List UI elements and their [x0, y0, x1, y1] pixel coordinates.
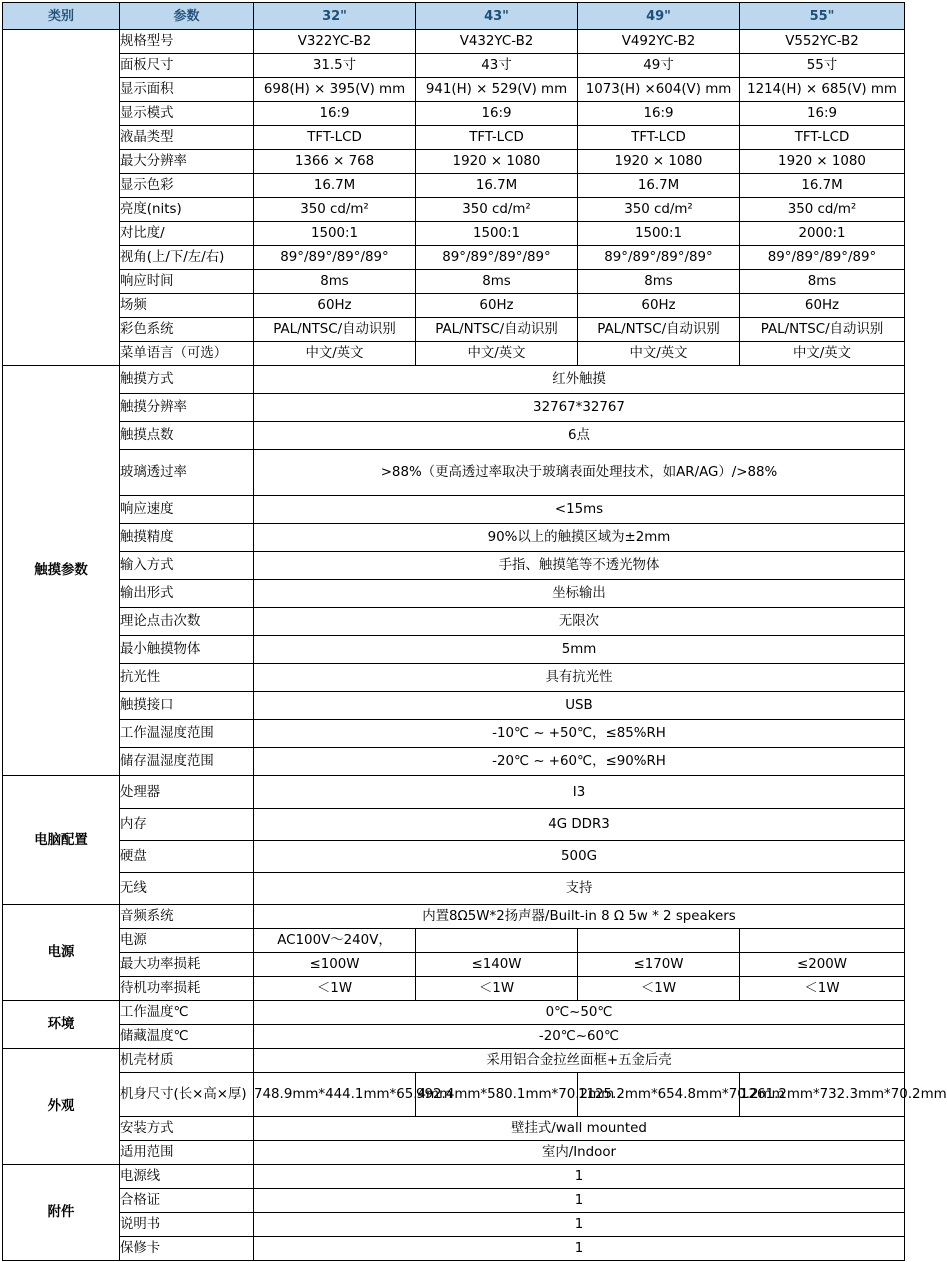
row-label: 储存温湿度范围: [120, 748, 254, 776]
cell-value: TFT-LCD: [578, 126, 740, 150]
cell-value: 8ms: [740, 270, 905, 294]
table-row: [3, 692, 905, 720]
cell-value: 8ms: [578, 270, 740, 294]
cell-value: 89°/89°/89°/89°: [578, 246, 740, 270]
cell-value: 1: [254, 1237, 905, 1261]
cell-value: TFT-LCD: [416, 126, 578, 150]
cell-value: I3: [254, 776, 905, 809]
cell-value: TFT-LCD: [740, 126, 905, 150]
cell-value: 698(H) × 395(V) mm: [254, 78, 416, 102]
cell-value: 350 cd/m²: [416, 198, 578, 222]
table-row: [3, 636, 905, 664]
cell-value: <15ms: [254, 496, 905, 524]
cell-value: 手指、触摸笔等不透光物体: [254, 552, 905, 580]
cell-value: 1920 × 1080: [740, 150, 905, 174]
cell-value: V322YC-B2: [254, 30, 416, 54]
table-row: [3, 174, 905, 198]
row-label: 机壳材质: [120, 1049, 254, 1073]
table-row: [3, 366, 905, 394]
cell-value: 1: [254, 1189, 905, 1213]
row-label: 显示色彩: [120, 174, 254, 198]
table-row: [3, 1189, 905, 1213]
cell-value: 采用铝合金拉丝面框+五金后壳: [254, 1049, 905, 1073]
cell-value: 500G: [254, 841, 905, 873]
row-label: 理论点击次数: [120, 608, 254, 636]
table-row: [3, 748, 905, 776]
cell-value: V432YC-B2: [416, 30, 578, 54]
cell-value: ＜1W: [740, 977, 905, 1001]
row-label: 电源线: [120, 1165, 254, 1189]
cell-value: 8ms: [416, 270, 578, 294]
cell-value: 350 cd/m²: [578, 198, 740, 222]
cell-value: 8ms: [254, 270, 416, 294]
cell-value: 60Hz: [416, 294, 578, 318]
cell-value: PAL/NTSC/自动识别: [578, 318, 740, 342]
row-label: 触摸接口: [120, 692, 254, 720]
cell-value: ＜1W: [416, 977, 578, 1001]
cell-value: 60Hz: [578, 294, 740, 318]
table-row: [3, 198, 905, 222]
cell-value: 31.5寸: [254, 54, 416, 78]
cell-value: ≤140W: [416, 953, 578, 977]
table-row: [3, 342, 905, 366]
category-power: 电源: [3, 905, 120, 1001]
cell-value: 941(H) × 529(V) mm: [416, 78, 578, 102]
cell-value: USB: [254, 692, 905, 720]
row-label: 场频: [120, 294, 254, 318]
cell-value: 壁挂式/wall mounted: [254, 1117, 905, 1141]
cell-value: 1500:1: [254, 222, 416, 246]
table-row: [3, 809, 905, 841]
header-size-49: 49": [578, 3, 740, 30]
row-label: 显示面积: [120, 78, 254, 102]
row-label: 触摸点数: [120, 422, 254, 450]
row-label: 亮度(nits): [120, 198, 254, 222]
cell-value: -10℃ ~ +50℃，≤85%RH: [254, 720, 905, 748]
table-row: [3, 318, 905, 342]
table-row: [3, 1001, 905, 1025]
table-row: [3, 294, 905, 318]
cell-value: 16:9: [740, 102, 905, 126]
cell-value: 1125.2mm*654.8mm*70.2mm: [578, 1073, 740, 1117]
cell-value: 无限次: [254, 608, 905, 636]
row-label: 最小触摸物体: [120, 636, 254, 664]
cell-value: -20℃ ~ +60℃，≤90%RH: [254, 748, 905, 776]
cell-value: ≤100W: [254, 953, 416, 977]
cell-value: [578, 929, 740, 953]
cell-value: 43寸: [416, 54, 578, 78]
cell-value: 内置8Ω5W*2扬声器/Built-in 8 Ω 5w * 2 speakers: [254, 905, 905, 929]
table-row: [3, 841, 905, 873]
row-label: 响应时间: [120, 270, 254, 294]
cell-value: ≤170W: [578, 953, 740, 977]
header-size-32: 32": [254, 3, 416, 30]
row-label: 面板尺寸: [120, 54, 254, 78]
row-label: 响应速度: [120, 496, 254, 524]
table-row: [3, 905, 905, 929]
cell-value: PAL/NTSC/自动识别: [740, 318, 905, 342]
table-row: [3, 1117, 905, 1141]
table-row: [3, 1141, 905, 1165]
cell-value: PAL/NTSC/自动识别: [416, 318, 578, 342]
cell-value: PAL/NTSC/自动识别: [254, 318, 416, 342]
row-label: 处理器: [120, 776, 254, 809]
table-row: [3, 552, 905, 580]
cell-value: 16.7M: [578, 174, 740, 198]
cell-value: ≤200W: [740, 953, 905, 977]
table-row: [3, 1025, 905, 1049]
cell-value: 16.7M: [254, 174, 416, 198]
row-label: 对比度/: [120, 222, 254, 246]
row-label: 机身尺寸(长×高×厚): [120, 1073, 254, 1117]
cell-value: 中文/英文: [416, 342, 578, 366]
table-row: [3, 78, 905, 102]
cell-value: 具有抗光性: [254, 664, 905, 692]
cell-value: 992.4mm*580.1mm*70.2mm: [416, 1073, 578, 1117]
row-label: 适用范围: [120, 1141, 254, 1165]
table-row: [3, 664, 905, 692]
cell-value: 16.7M: [416, 174, 578, 198]
header-category: 类别: [3, 3, 120, 30]
cell-value: 49寸: [578, 54, 740, 78]
row-label: 玻璃透过率: [120, 450, 254, 496]
header-param: 参数: [120, 3, 254, 30]
table-row: [3, 720, 905, 748]
table-row: [3, 608, 905, 636]
cell-value: 2000:1: [740, 222, 905, 246]
cell-value: 60Hz: [254, 294, 416, 318]
category-display: [3, 30, 120, 366]
cell-value: 1214(H) × 685(V) mm: [740, 78, 905, 102]
cell-value: V492YC-B2: [578, 30, 740, 54]
cell-value: 支持: [254, 873, 905, 905]
cell-value: 16:9: [254, 102, 416, 126]
row-label: 输出形式: [120, 580, 254, 608]
cell-value: 1500:1: [578, 222, 740, 246]
table-row: [3, 54, 905, 78]
table-row: [3, 102, 905, 126]
cell-value: 60Hz: [740, 294, 905, 318]
cell-value: 89°/89°/89°/89°: [416, 246, 578, 270]
category-touch: 触摸参数: [3, 366, 120, 776]
cell-value: 4G DDR3: [254, 809, 905, 841]
cell-value: AC100V～240V，: [254, 929, 416, 953]
table-row: [3, 422, 905, 450]
row-label: 最大功率损耗: [120, 953, 254, 977]
row-label: 视角(上/下/左/右): [120, 246, 254, 270]
row-label: 音频系统: [120, 905, 254, 929]
row-label: 触摸分辨率: [120, 394, 254, 422]
table-row: [3, 450, 905, 496]
cell-value: 89°/89°/89°/89°: [740, 246, 905, 270]
table-row: [3, 776, 905, 809]
cell-value: [416, 929, 578, 953]
cell-value: 1920 × 1080: [578, 150, 740, 174]
table-row: [3, 246, 905, 270]
table-row: [3, 150, 905, 174]
table-row: [3, 496, 905, 524]
table-row: [3, 1073, 905, 1117]
table-row: [3, 270, 905, 294]
table-row: [3, 30, 905, 54]
table-row: [3, 524, 905, 552]
category-computer: 电脑配置: [3, 776, 120, 905]
table-row: [3, 953, 905, 977]
table-row: [3, 929, 905, 953]
row-label: 输入方式: [120, 552, 254, 580]
cell-value: 1500:1: [416, 222, 578, 246]
row-label: 液晶类型: [120, 126, 254, 150]
category-appearance: 外观: [3, 1049, 120, 1165]
cell-value: 红外触摸: [254, 366, 905, 394]
cell-value: ＜1W: [254, 977, 416, 1001]
cell-value: 350 cd/m²: [740, 198, 905, 222]
cell-value: V552YC-B2: [740, 30, 905, 54]
row-label: 储藏温度℃: [120, 1025, 254, 1049]
table-row: [3, 1049, 905, 1073]
table-row: [3, 394, 905, 422]
cell-value: 55寸: [740, 54, 905, 78]
row-label: 安装方式: [120, 1117, 254, 1141]
cell-value: 中文/英文: [578, 342, 740, 366]
cell-value: 5mm: [254, 636, 905, 664]
cell-value: 1920 × 1080: [416, 150, 578, 174]
cell-value: 1: [254, 1213, 905, 1237]
cell-value: ＜1W: [578, 977, 740, 1001]
row-label: 电源: [120, 929, 254, 953]
cell-value: 90%以上的触摸区域为±2mm: [254, 524, 905, 552]
cell-value: 中文/英文: [254, 342, 416, 366]
cell-value: >88%（更高透过率取决于玻璃表面处理技术，如AR/AG）/>88%: [254, 450, 905, 496]
header-size-55: 55": [740, 3, 905, 30]
table-row: [3, 1237, 905, 1261]
row-label: 彩色系统: [120, 318, 254, 342]
cell-value: -20℃~60℃: [254, 1025, 905, 1049]
table-row: [3, 580, 905, 608]
category-environment: 环境: [3, 1001, 120, 1049]
table-row: [3, 126, 905, 150]
cell-value: 1: [254, 1165, 905, 1189]
row-label: 最大分辨率: [120, 150, 254, 174]
cell-value: 1366 × 768: [254, 150, 416, 174]
cell-value: 1261.2mm*732.3mm*70.2mm: [740, 1073, 905, 1117]
row-label: 内存: [120, 809, 254, 841]
cell-value: 16.7M: [740, 174, 905, 198]
cell-value: 350 cd/m²: [254, 198, 416, 222]
table-row: [3, 1213, 905, 1237]
cell-value: 32767*32767: [254, 394, 905, 422]
cell-value: 16:9: [416, 102, 578, 126]
header-row: [3, 3, 905, 30]
spec-table: [2, 2, 947, 1261]
category-accessories: 附件: [3, 1165, 120, 1261]
row-label: 待机功率损耗: [120, 977, 254, 1001]
row-label: 工作温度℃: [120, 1001, 254, 1025]
row-label: 显示模式: [120, 102, 254, 126]
row-label: 保修卡: [120, 1237, 254, 1261]
cell-value: TFT-LCD: [254, 126, 416, 150]
row-label: 硬盘: [120, 841, 254, 873]
cell-value: 坐标输出: [254, 580, 905, 608]
row-label: 工作温湿度范围: [120, 720, 254, 748]
cell-value: 16:9: [578, 102, 740, 126]
cell-value: 748.9mm*444.1mm*65.4mm: [254, 1073, 416, 1117]
table-row: [3, 222, 905, 246]
cell-value: 89°/89°/89°/89°: [254, 246, 416, 270]
cell-value: [740, 929, 905, 953]
cell-value: 0℃~50℃: [254, 1001, 905, 1025]
table-row: [3, 873, 905, 905]
cell-value: 1073(H) ×604(V) mm: [578, 78, 740, 102]
row-label: 触摸方式: [120, 366, 254, 394]
cell-value: 室内/Indoor: [254, 1141, 905, 1165]
row-label: 触摸精度: [120, 524, 254, 552]
row-label: 菜单语言（可选）: [120, 342, 254, 366]
table-row: [3, 1165, 905, 1189]
row-label: 说明书: [120, 1213, 254, 1237]
row-label: 抗光性: [120, 664, 254, 692]
row-label: 规格型号: [120, 30, 254, 54]
row-label: 无线: [120, 873, 254, 905]
header-size-43: 43": [416, 3, 578, 30]
table-row: [3, 977, 905, 1001]
cell-value: 6点: [254, 422, 905, 450]
cell-value: 中文/英文: [740, 342, 905, 366]
row-label: 合格证: [120, 1189, 254, 1213]
